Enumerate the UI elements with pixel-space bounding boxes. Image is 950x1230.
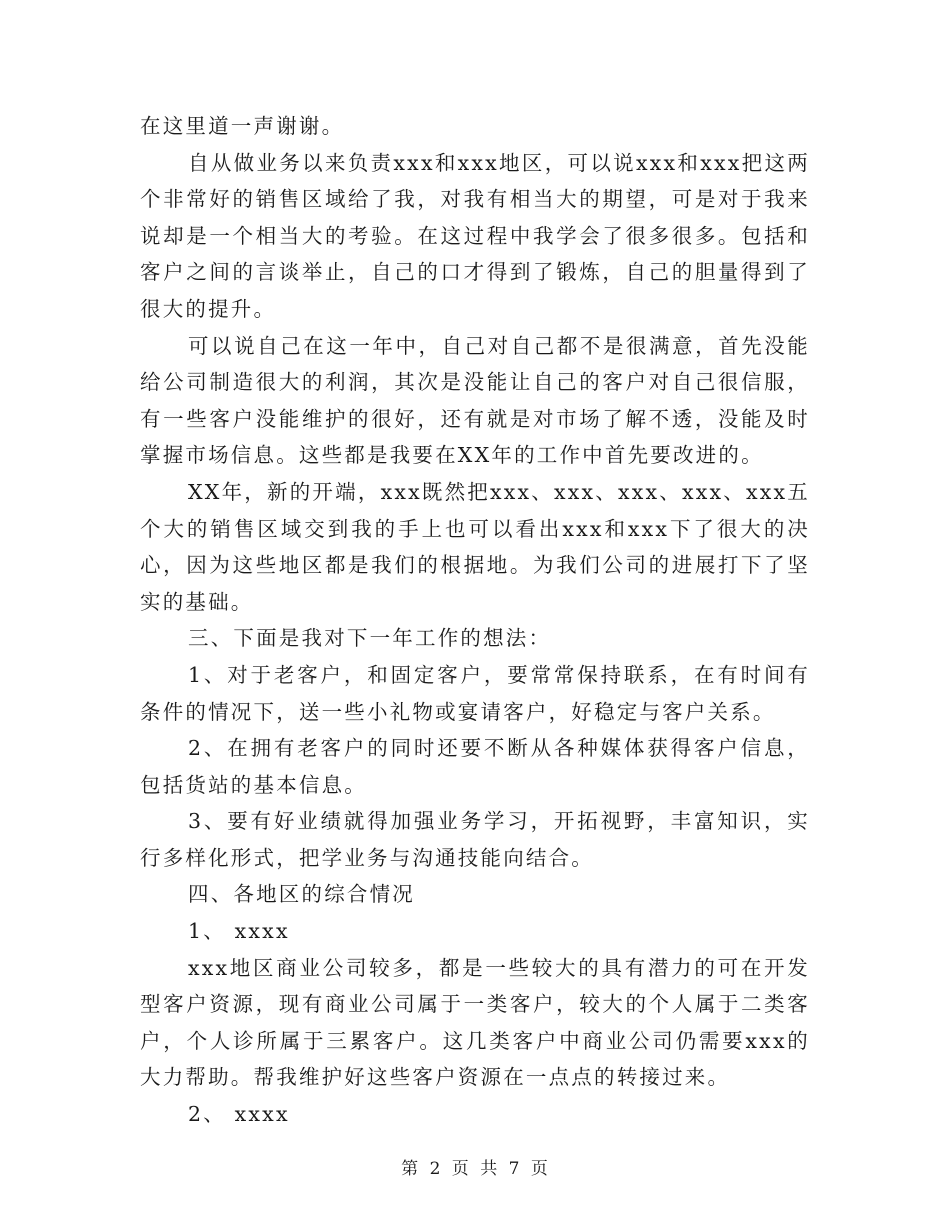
subsection-heading: 2、 xxxx (188, 1102, 290, 1127)
subsection-heading: 1、 xxxx (188, 919, 290, 944)
document-body (140, 108, 810, 1133)
list-item: 2、在拥有老客户的同时还要不断从各种媒体获得客户信息，包括货站的基本信息。 (140, 736, 810, 797)
paragraph: 自从做业务以来负责xxx和xxx地区，可以说xxx和xxx把这两个非常好的销售区域给了我，对我有相当大的期望，可是对于我来说却是一个相当大的考验。在这过程中我学会了很多很多。包括和客户之间的言谈举止，自己的口才得到了锻炼，自己的胆量得到了很大的提升。 (140, 150, 810, 321)
paragraph: xxx地区商业公司较多，都是一些较大的具有潜力的可在开发型客户资源，现有商业公司属于一类客户，较大的个人属于二类客户，个人诊所属于三累客户。这几类客户中商业公司仍需要xxx的大力帮助。帮我维护好这些客户资源在一点点的转接过来。 (140, 955, 810, 1090)
section-heading: 三、下面是我对下一年工作的想法： (188, 626, 552, 651)
list-item: 1、对于老客户，和固定客户，要常常保持联系，在有时间有条件的情况下，送一些小礼物或宴请客户，好稳定与客户关系。 (140, 662, 810, 724)
list-item: 3、要有好业绩就得加强业务学习，开拓视野，丰富知识，实行多样化形式，把学业务与沟通技能向结合。 (140, 809, 810, 870)
paragraph: 可以说自己在这一年中，自己对自己都不是很满意，首先没能给公司制造很大的利润，其次是没能让自己的客户对自己很信服，有一些客户没能维护的很好，还有就是对市场了解不透，没能及时掌握市场信息。这些都是我要在XX年的工作中首先要改进的。 (140, 333, 810, 468)
section-heading: 四、各地区的综合情况 (188, 882, 415, 907)
paragraph: 在这里道一声谢谢。 (140, 114, 345, 138)
page-number-footer: 第 2 页 共 7 页 (401, 1159, 549, 1179)
paragraph: XX年，新的开端，xxx既然把xxx、xxx、xxx、xxx、xxx五个大的销售区域交到我的手上也可以看出xxx和xxx下了很大的决心，因为这些地区都是我们的根据地。为我们公司的进展打下了坚实的基础。 (140, 479, 810, 614)
